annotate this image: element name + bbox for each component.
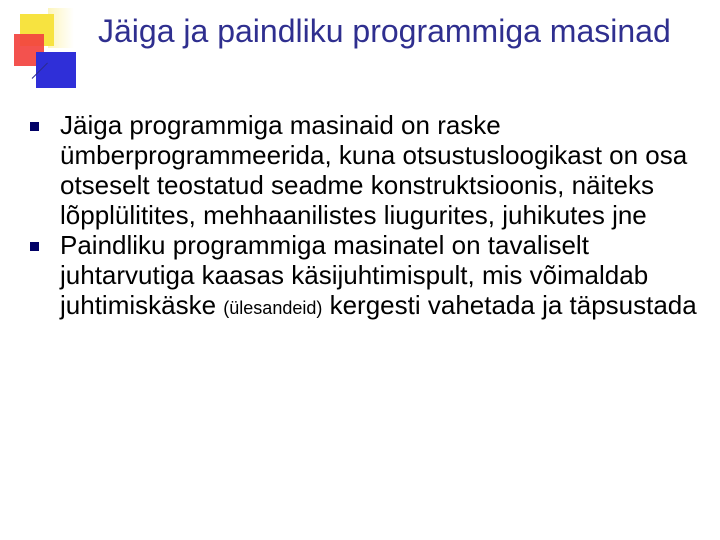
square-bullet-icon	[30, 122, 39, 131]
bullet-text: Paindliku programmiga masinatel on tavaliselt juhtarvutiga kaasas käsijuhtimispult, mis võimaldab juhtimiskäske	[60, 230, 649, 320]
logo-blue-square	[36, 52, 76, 88]
slide-title: Jäiga ja paindliku programmiga masinad	[98, 13, 671, 49]
bullet-item-2	[30, 230, 710, 323]
bullet-small-text: (ülesandeid)	[223, 298, 323, 318]
bullet-tail-text: kergesti vahetada ja täpsustada	[329, 290, 697, 320]
bullet-text: Jäiga programmiga masinaid on raske ümberprogrammeerida, kuna otsustusloogikast on osa otseselt teostatud seadme konstruktsioonis, näiteks lõpplülitites, mehhaanilistes liugurites, juhikutes jne	[60, 110, 688, 230]
colored-squares-logo-icon	[8, 8, 80, 88]
square-bullet-icon	[30, 242, 39, 251]
bullet-item-1	[30, 110, 710, 230]
bullet-list	[30, 110, 710, 323]
